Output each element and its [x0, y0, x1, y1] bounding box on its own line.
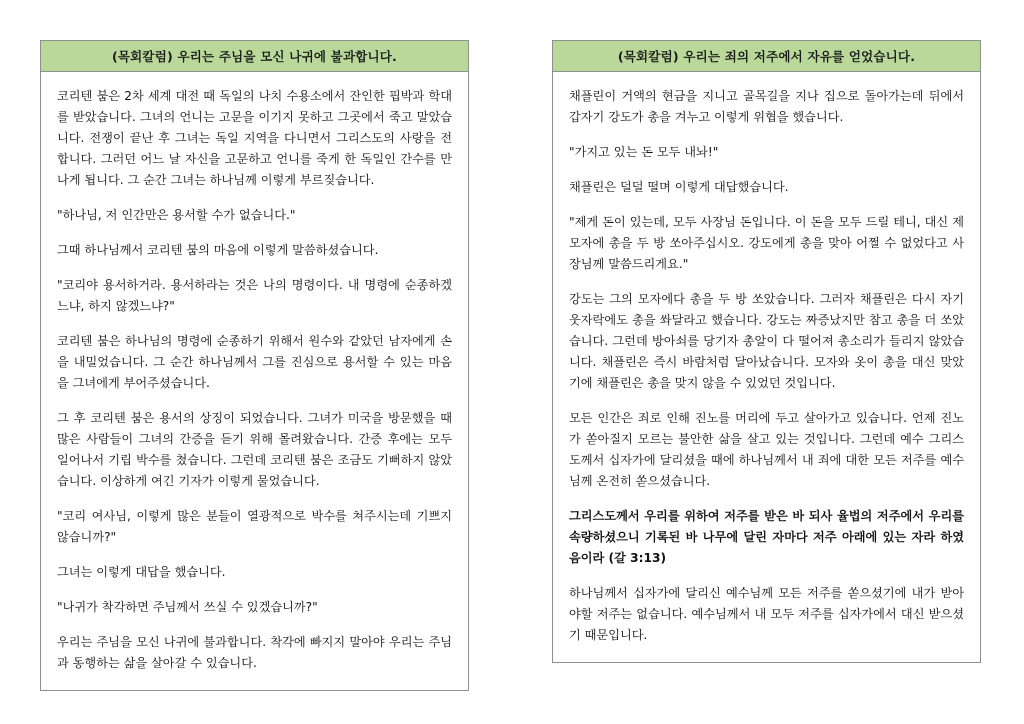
paragraph: "하나님, 저 인간만은 용서할 수가 없습니다." [57, 207, 296, 222]
column-left-body [41, 72, 468, 690]
paragraph: 코리텐 붐은 하나님의 명령에 순종하기 위해서 원수와 같았던 남자에게 손을 내밀었습니다. 그 순간 하나님께서 그를 진심으로 용서할 수 있는 마음을 그녀에게 부어주셨습니다. [57, 333, 452, 390]
paragraph: "제게 돈이 있는데, 모두 사장님 돈입니다. 이 돈을 모두 드릴 테니, 대신 제 모자에 총을 두 방 쏘아주십시오. 강도에게 총을 맞아 어쩔 수 없었다고 사장님께 말씀드리게요." [569, 214, 964, 271]
paragraph: "나귀가 착각하면 주님께서 쓰실 수 있겠습니까?" [57, 599, 318, 614]
paragraph: 강도는 그의 모자에다 총을 두 방 쏘았습니다. 그러자 채플린은 다시 자기 웃자락에도 총을 쏴달라고 했습니다. 강도는 짜증났지만 참고 총을 더 쏘았습니다. 그런데 방아쇠를 당기자 총알이 다 떨어져 총소리가 들리지 않았습니다. 채플린은 즉시 바람처럼 달아났습니다. 모자와 옷이 총을 대신 맞았기에 채플린은 총을 맞지 않을 수 있었던 것입니다. [569, 291, 964, 390]
paragraph: "코리야 용서하거라. 용서하라는 것은 나의 명령이다. 내 명령에 순종하겠느냐, 하지 않겠느냐?" [57, 277, 452, 313]
column-left [40, 40, 469, 691]
paragraph: 우리는 주님을 모신 나귀에 불과합니다. 착각에 빠지지 말아야 우리는 주님과 동행하는 삶을 살아갈 수 있습니다. [57, 634, 452, 670]
column-right-body [553, 72, 980, 662]
paragraph: 채플린은 덜덜 떨며 이렇게 대답했습니다. [569, 179, 789, 194]
paragraph: 모든 인간은 죄로 인해 진노를 머리에 두고 살아가고 있습니다. 언제 진노가 쏟아질지 모르는 불안한 삶을 살고 있는 것입니다. 그런데 예수 그리스도께서 십자가에 달리셨을 때에 하나님께서 내 죄에 대한 모든 저주를 예수님께 온전히 쏟으셨습니다. [569, 410, 964, 488]
paragraph: 그때 하나님께서 코리텐 붐의 마음에 이렇게 말씀하셨습니다. [57, 242, 379, 257]
paragraph: 코리텐 붐은 2차 세계 대전 때 독일의 나치 수용소에서 잔인한 핍박과 학대를 받았습니다. 그녀의 언니는 고문을 이기지 못하고 그곳에서 죽고 말았습니다. 전쟁이 끝난 후 그녀는 독일 지역을 다니면서 그리스도의 사랑을 전합니다. 그러던 어느 날 자신을 고문하고 언니를 죽게 한 독일인 간수를 만나게 됩니다. 그 순간 그녀는 하나님께 이렇게 부르짖습니다. [57, 89, 452, 187]
column-left-title: (목회칼럼) 우리는 주님을 모신 나귀에 불과합니다. [41, 41, 468, 72]
paragraph: 하나님께서 십자가에 달리신 예수님께 모든 저주를 쏟으셨기에 내가 받아야할 저주는 없습니다. 예수님께서 내 모두 저주를 십자가에서 대신 받으셨기 때문입니다. [569, 585, 964, 642]
column-right-title: (목회칼럼) 우리는 죄의 저주에서 자유를 얻었습니다. [553, 41, 980, 72]
paragraph: "코리 여사님, 이렇게 많은 분들이 열광적으로 박수를 쳐주시는데 기쁘지 않습니까?" [57, 508, 452, 544]
paragraph: "가지고 있는 돈 모두 내놔!" [569, 144, 719, 159]
column-right [552, 40, 981, 663]
paragraph: 그 후 코리텐 붐은 용서의 상징이 되었습니다. 그녀가 미국을 방문했을 때 많은 사람들이 그녀의 간증을 듣기 위해 몰려왔습니다. 간증 후에는 모두 일어나서 기립 박수를 쳤습니다. 그런데 코리텐 붐은 조금도 기뻐하지 않았습니다. 이상하게 여긴 기자가 이렇게 물었습니다. [57, 410, 452, 488]
scripture-paragraph: 그리스도께서 우리를 위하여 저주를 받은 바 되사 율법의 저주에서 우리를 속량하셨으니 기록된 바 나무에 달린 자마다 저주 아래에 있는 자라 하였음이라 (갈 3:13) [569, 508, 964, 565]
paragraph: 그녀는 이렇게 대답을 했습니다. [57, 564, 226, 579]
paragraph: 채플린이 거액의 현금을 지니고 골목길을 지나 집으로 돌아가는데 뒤에서 갑자기 강도가 총을 겨누고 이렇게 위협을 했습니다. [569, 89, 964, 124]
